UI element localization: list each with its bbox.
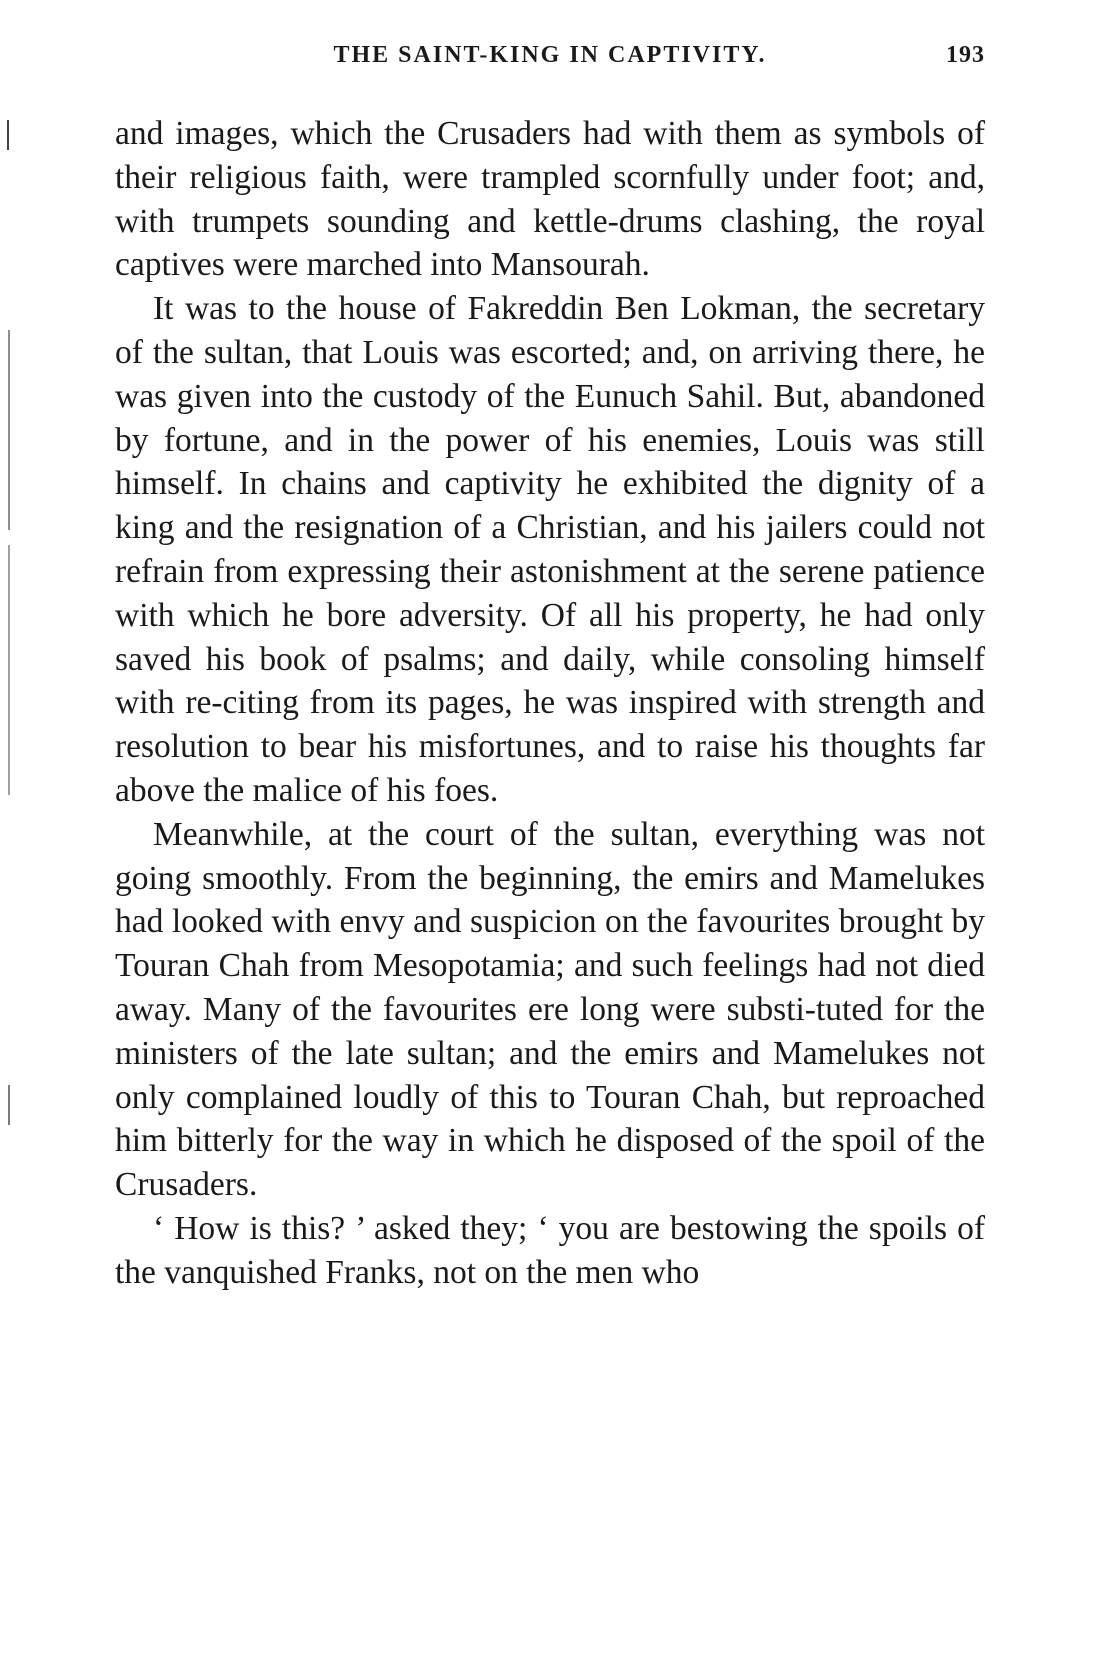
body-text [115,112,985,1295]
paragraph-1: and images, which the Crusaders had with them as symbols of their religious faith, were trampled scornfully under foot; and, with trumpets sounding and kettle-drums clashing, the royal captives were marched into Mansourah. [115,115,985,284]
running-head-title: THE SAINT-KING IN CAPTIVITY. [333,42,767,68]
running-head [115,42,985,76]
page-number: 193 [946,42,985,68]
paragraph-4: ‘ How is this? ’ asked they; ‘ you are bestowing the spoils of the vanquished Franks, not on the men who [115,1209,985,1291]
scan-edge-mark [8,545,10,795]
scan-edge-mark [8,1085,10,1125]
paragraph-3: Meanwhile, at the court of the sultan, everything was not going smoothly. From the beginning, the emirs and Mamelukes had looked with envy and suspicion on the favourites brought by Touran Chah from Mesopotamia; and such feelings had not died away. Many of the favourites ere long were substi-tuted for the ministers of the late sultan; and the emirs and Mamelukes not only complained loudly of this to Touran Chah, but reproached him bitterly for the way in which he disposed of the spoil of the Crusaders. [115,815,985,1204]
scan-edge-mark [8,330,10,530]
paragraph-2: It was to the house of Fakreddin Ben Lokman, the secretary of the sultan, that Louis was escorted; and, on arriving there, he was given into the custody of the Eunuch Sahil. But, abandoned by fortune, and in the power of his enemies, Louis was still himself. In chains and captivity he exhibited the dignity of a king and the resignation of a Christian, and his jailers could not refrain from expressing their astonishment at the serene patience with which he bore adversity. Of all his property, he had only saved his book of psalms; and daily, while consoling himself with re-citing from its pages, he was inspired with strength and resolution to bear his misfortunes, and to raise his thoughts far above the malice of his foes. [115,290,985,809]
scan-edge-mark [7,120,9,150]
